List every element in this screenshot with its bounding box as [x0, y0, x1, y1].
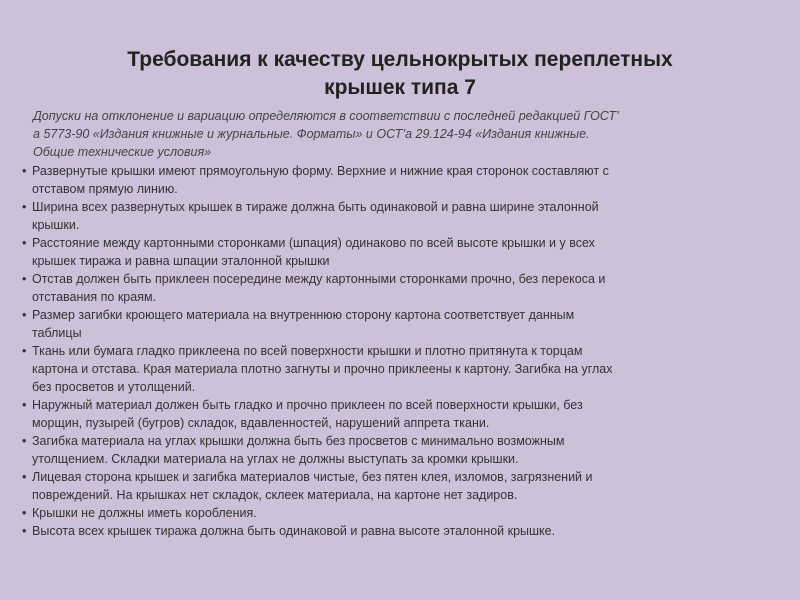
list-item [22, 396, 782, 432]
slide-title-line: Требования к качеству цельнокрытых переплетных [127, 48, 673, 71]
slide-title-line: крышек типа 7 [324, 76, 476, 99]
list-item [22, 234, 782, 270]
list-item-text: Лицевая сторона крышек и загибка материалов чистые, без пятен клея, изломов, загрязнений и [32, 470, 593, 484]
bullet-marker: • [22, 200, 27, 214]
list-item-text: отставания по краям. [32, 290, 157, 304]
list-item-text: Высота всех крышек тиража должна быть одинаковой и равна высоте эталонной крышке. [32, 524, 556, 538]
list-item-text: Размер загибки кроющего материала на внутреннюю сторону картона соответствует данным [32, 308, 575, 322]
bullet-marker: • [22, 164, 27, 178]
intro-line: Допуски на отклонение и вариацию определяются в соответствии с последней редакцией ГОСТ’ [33, 109, 619, 123]
list-item-text: Крышки не должны иметь коробления. [32, 506, 257, 520]
list-item-text: Наружный материал должен быть гладко и прочно приклеен по всей поверхности крышки, без [32, 398, 583, 412]
list-item [22, 198, 782, 234]
bullet-marker: • [22, 344, 27, 358]
list-item [22, 342, 782, 396]
intro-line: Общие технические условия» [33, 145, 212, 159]
list-item-text: повреждений. На крышках нет складок, склеек материала, на картоне нет задиров. [32, 488, 518, 502]
list-item-text: Развернутые крышки имеют прямоугольную форму. Верхние и нижние края сторонок составляют с [32, 164, 609, 178]
list-item-text: Расстояние между картонными сторонками (шпация) одинаково по всей высоте крышки и у всех [32, 236, 595, 250]
list-item [22, 306, 782, 342]
list-item-text: отставом прямую линию. [32, 182, 178, 196]
requirements-list [22, 162, 782, 540]
intro-paragraph [33, 107, 773, 161]
list-item [22, 522, 782, 540]
list-item-text: морщин, пузырей (бугров) складок, вдавленностей, нарушений аппрета ткани. [32, 416, 490, 430]
bullet-marker: • [22, 434, 27, 448]
list-item [22, 468, 782, 504]
bullet-marker: • [22, 272, 27, 286]
list-item-text: картона и отстава. Края материала плотно загнуты и прочно приклеены к картону. Загибка на углах [32, 362, 613, 376]
list-item [22, 270, 782, 306]
slide-title [0, 46, 800, 102]
list-item-text: таблицы [32, 326, 82, 340]
bullet-marker: • [22, 308, 27, 322]
list-item-text: Отстав должен быть приклеен посередине между картонными сторонками прочно, без перекоса и [32, 272, 606, 286]
list-item-text: крышки. [32, 218, 80, 232]
list-item-text: Загибка материала на углах крышки должна быть без просветов с минимально возможным [32, 434, 565, 448]
bullet-marker: • [22, 236, 27, 250]
list-item [22, 432, 782, 468]
list-item [22, 162, 782, 198]
list-item-text: без просветов и утолщений. [32, 380, 196, 394]
list-item-text: Ширина всех развернутых крышек в тираже должна быть одинаковой и равна ширине эталонной [32, 200, 599, 214]
list-item-text: Ткань или бумага гладко приклеена по всей поверхности крышки и плотно притянута к торцам [32, 344, 583, 358]
bullet-marker: • [22, 506, 27, 520]
list-item [22, 504, 782, 522]
bullet-marker: • [22, 524, 27, 538]
intro-line: а 5773-90 «Издания книжные и журнальные. Форматы» и ОСТ’а 29.124-94 «Издания книжные. [33, 127, 590, 141]
bullet-marker: • [22, 470, 27, 484]
bullet-marker: • [22, 398, 27, 412]
list-item-text: крышек тиража и равна шпации эталонной крышки [32, 254, 330, 268]
list-item-text: утолщением. Складки материала на углах не должны выступать за кромки крышки. [32, 452, 519, 466]
